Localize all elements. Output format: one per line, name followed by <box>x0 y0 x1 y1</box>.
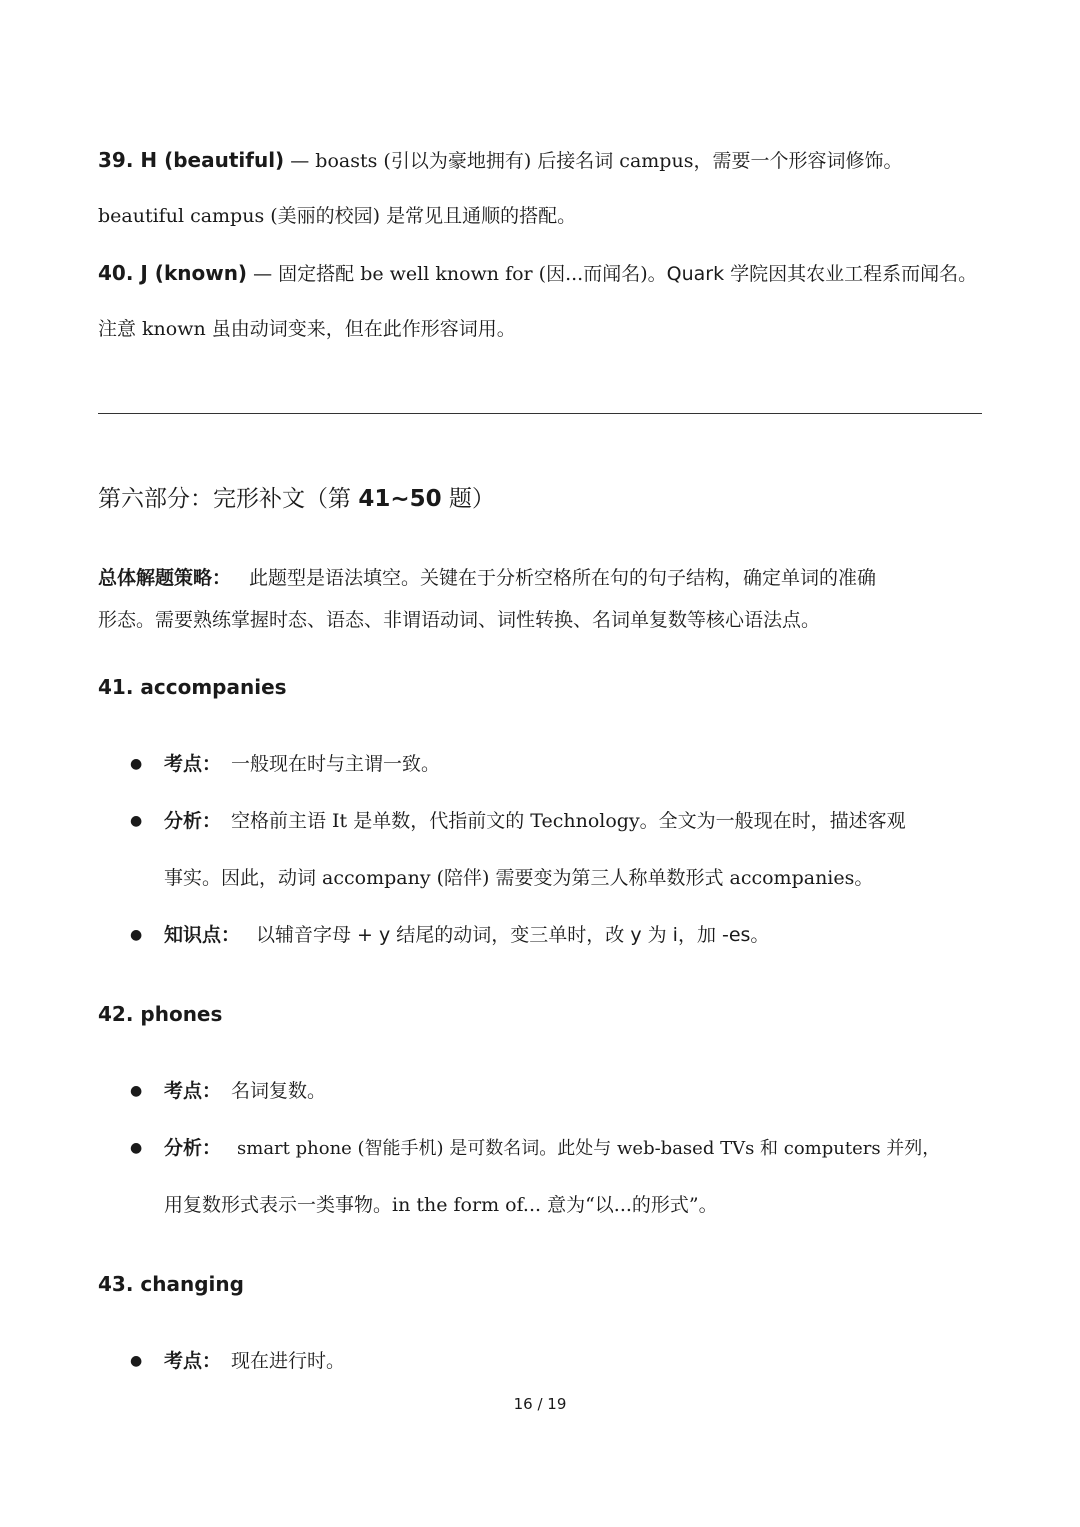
q41-point-label: 考点： <box>164 753 222 775</box>
question-43-heading: 43. changing <box>98 1272 244 1296</box>
q41-knowledge-item <box>130 926 769 945</box>
q42-point-item <box>130 1082 326 1101</box>
strategy-line1 <box>98 569 876 588</box>
q42-point-label: 考点： <box>164 1080 222 1102</box>
bullet-icon: ● <box>130 813 143 829</box>
answer-39-head: 39. H (beautiful) <box>98 148 285 172</box>
answer-40-text-a: 固定搭配 be well known for (因...而闻名)。 <box>278 263 667 285</box>
q43-point-item <box>130 1352 345 1371</box>
q41-point-item <box>130 755 440 774</box>
bullet-icon: ● <box>130 756 143 772</box>
q43-point-text: 现在进行时。 <box>231 1350 346 1372</box>
q41-analysis-text2: 事实。因此，动词 accompany (陪伴) 需要变为第三人称单数形式 accompanies。 <box>164 867 874 889</box>
q41-knowledge-text: 以辅音字母 + y 结尾的动词，变三单时，改 y 为 i，加 -es。 <box>256 924 770 946</box>
section-title <box>98 488 495 511</box>
strategy-text1: 此题型是语法填空。关键在于分析空格所在句的句子结构，确定单词的准确 <box>249 567 877 589</box>
bullet-icon: ● <box>130 927 143 943</box>
q42-analysis-text2: 用复数形式表示一类事物。in the form of... 意为“以...的形式”。 <box>164 1194 718 1216</box>
answer-40-line1 <box>98 263 977 284</box>
bullet-icon: ● <box>130 1353 143 1369</box>
answer-39-line2: beautiful campus (美丽的校园) 是常见且通顺的搭配。 <box>98 205 577 227</box>
section-divider <box>98 413 982 414</box>
q42-point-text: 名词复数。 <box>231 1080 327 1102</box>
section-title-number: 41~50 <box>358 486 442 512</box>
question-42-heading: 42. phones <box>98 1002 223 1026</box>
q42-analysis-label: 分析： <box>164 1137 222 1159</box>
q43-point-label: 考点： <box>164 1350 222 1372</box>
strategy-line2: 形态。需要熟练掌握时态、语态、非谓语动词、词性转换、名词单复数等核心语法点。 <box>98 609 821 631</box>
q42-analysis-item <box>130 1139 940 1158</box>
answer-40-dash: — <box>247 263 279 285</box>
q41-analysis-text1: 空格前主语 It 是单数，代指前文的 Technology。全文为一般现在时，描述客观 <box>231 810 906 832</box>
answer-40-head: 40. J (known) <box>98 261 248 285</box>
question-41-heading: 41. accompanies <box>98 675 287 699</box>
section-title-prefix: 第六部分：完形补文（第 <box>98 486 359 512</box>
bullet-icon: ● <box>130 1083 143 1099</box>
q41-knowledge-label: 知识点： <box>164 924 241 946</box>
answer-40-text-b: Quark 学院因其农业工程系而闻名。 <box>666 263 978 285</box>
q41-analysis-item <box>130 812 906 831</box>
strategy-label: 总体解题策略： <box>98 567 232 589</box>
answer-39-text: boasts (引以为豪地拥有) 后接名词 campus，需要一个形容词修饰。 <box>315 150 903 172</box>
section-title-suffix: 题） <box>441 486 495 512</box>
q42-analysis-text1: smart phone (智能手机) 是可数名词。此处与 web-based TVs 和 computers 并列， <box>237 1138 941 1159</box>
q41-point-text: 一般现在时与主谓一致。 <box>231 753 441 775</box>
answer-39-dash: — <box>284 150 316 172</box>
answer-40-line2: 注意 known 虽由动词变来，但在此作形容词用。 <box>98 318 516 340</box>
bullet-icon: ● <box>130 1140 143 1156</box>
answer-39-line1 <box>98 150 902 171</box>
page-number: 16 / 19 <box>513 1395 567 1413</box>
q41-analysis-label: 分析： <box>164 810 222 832</box>
